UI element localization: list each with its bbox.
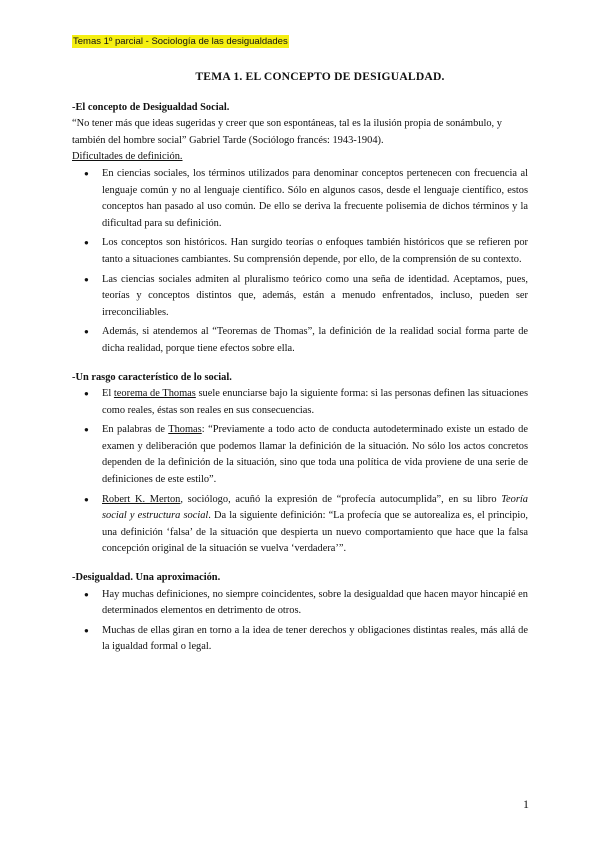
merton-link[interactable]: Robert K. Merton xyxy=(102,493,181,505)
desigualdad-list xyxy=(72,587,528,656)
text-fragment: , sociólogo, acuñó la expresión de “profecía autocumplida”, en su libro xyxy=(180,493,502,505)
text-fragment: . Da la siguiente definición: “La profecía que se autorealiza es, el principio, una definición ‘falsa’ de la situación que despierta un nuevo comportamiento que hace que la falsa concepción original de la situación se vuelva ‘verdadera’”. xyxy=(102,510,529,555)
thomas-link[interactable]: Thomas xyxy=(168,424,202,436)
list-item: ● Además, si atendemos al “Teoremas de Thomas”, la definición de la realidad social forma parte de dicha realidad, porque tiene efectos sobre ella. xyxy=(72,324,528,357)
text-fragment: En palabras de xyxy=(102,424,169,436)
tarde-quote: “No tener más que ideas sugeridas y creer que son espontáneas, tal es la ilusión propia de sonámbulo, y también del hombre social” Gabriel Tarde (Sociólogo francés: 1943-1904). xyxy=(72,118,502,146)
list-item: ● Hay muchas definiciones, no siempre coincidentes, sobre la desigualdad que hacen mayor hincapié en determinados elementos en detrimento de otros. xyxy=(72,587,528,620)
text-fragment: : “Previamente a todo acto de conducta autodeterminado existe un estado de examen y deliberación que podemos llamar la definición de la situación. No sólo los actos concretos dependen de la definición de la situación, sino que toda una política de vida proviene de una serie de definiciones de este estilo”. xyxy=(102,424,528,486)
document-header-tag: Temas 1º parcial - Sociología de las desigualdades xyxy=(73,36,288,47)
section-heading-rasgo: -Un rasgo característico de lo social. xyxy=(72,371,232,383)
list-item: ● Muchas de ellas giran en torno a la idea de tener derechos y obligaciones distintas reales, más allá de la igualdad formal o legal. xyxy=(72,623,528,656)
document-title: TEMA 1. EL CONCEPTO DE DESIGUALDAD. xyxy=(195,70,445,83)
subheading-dificultades: Dificultades de definición. xyxy=(72,151,183,163)
page-number: 1 xyxy=(523,797,529,811)
list-item xyxy=(72,386,528,419)
document-body xyxy=(72,68,528,659)
list-item: ● Las ciencias sociales admiten al pluralismo teórico como una seña de identidad. Aceptamos, pues, teorías y conceptos distintos que, además, están a menudo enfrentados, incluso, pueden ser irreconciliables. xyxy=(72,272,528,322)
dificultades-list xyxy=(72,166,528,358)
list-item: ● Los conceptos son históricos. Han surgido teorías o enfoques también históricos que se refieren por tanto a situaciones cambiantes. Su comprensión depende, por ello, de la comprensión de su contexto. xyxy=(72,235,528,268)
rasgo-list xyxy=(72,386,528,558)
teorema-thomas-link[interactable]: teorema de Thomas xyxy=(113,388,196,400)
list-item: ● En ciencias sociales, los términos utilizados para denominar conceptos pertenecen con frecuencia al lenguaje común y no al lenguaje científico. Sólo en algunos casos, desde el lenguaje científico, estos conceptos han pasado al uso común. De ello se deriva la frecuente polisemia de dichos términos y la dificultad para su definición. xyxy=(72,166,528,232)
list-item xyxy=(72,492,528,558)
list-item xyxy=(72,422,528,488)
section-heading-concepto: -El concepto de Desigualdad Social. xyxy=(72,101,230,113)
section-heading-desigualdad: -Desigualdad. Una aproximación. xyxy=(72,572,221,584)
text-fragment: El xyxy=(102,388,114,400)
text-fragment: suele enunciarse bajo la siguiente forma: si las personas definen las situaciones como reales, éstas son reales en sus consecuencias. xyxy=(102,388,528,416)
book-title: Teoría social y estructura social xyxy=(102,493,528,522)
